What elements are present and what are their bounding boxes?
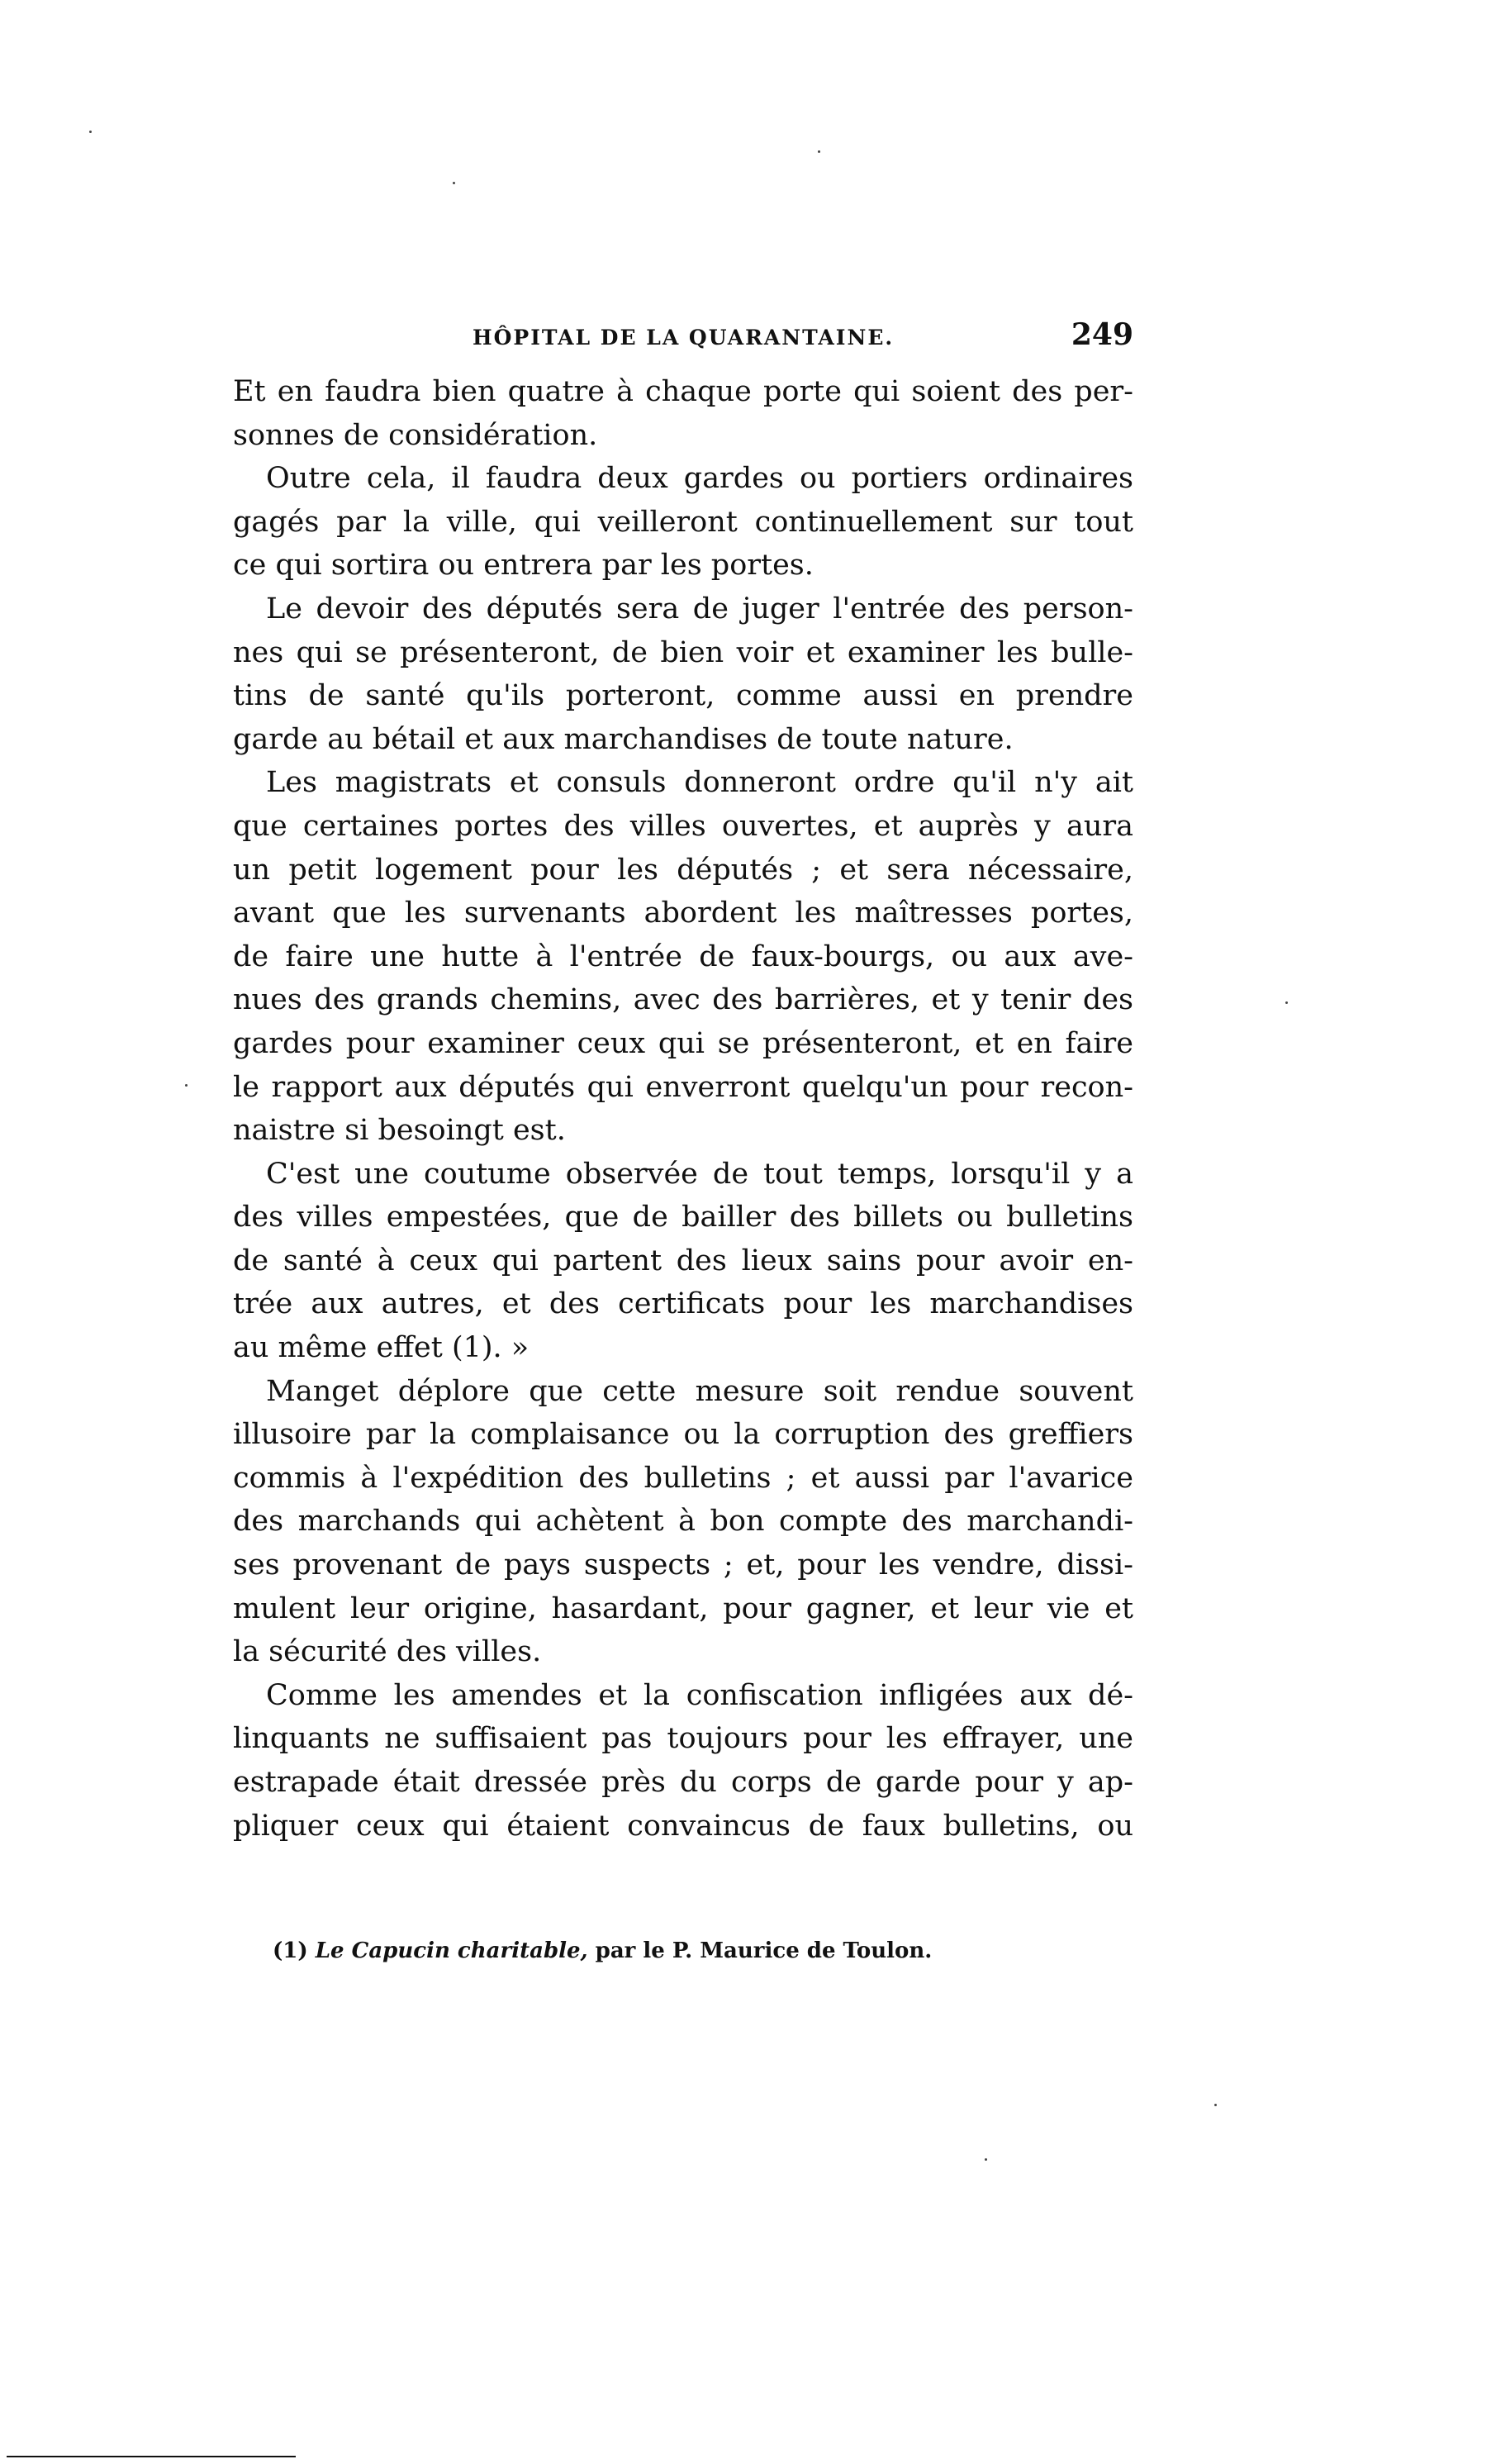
text-line: ses provenant de pays suspects ; et, pour les vendre, dissi-: [233, 1548, 1133, 1582]
text-line: des villes empestées, que de bailler des billets ou bulletins: [233, 1201, 1133, 1234]
text-line: le rapport aux députés qui enverront quelqu'un pour recon-: [233, 1070, 1133, 1104]
text-line: la sécurité des villes.: [233, 1635, 542, 1669]
body-text: [233, 370, 1133, 1848]
running-title: HÔPITAL DE LA QUARANTAINE.: [473, 326, 895, 350]
scan-speck: [89, 131, 92, 133]
scan-speck: [1285, 1001, 1288, 1004]
footnote-text: par le P. Maurice de Toulon.: [595, 1938, 933, 1963]
footnote-title: Le Capucin charitable,: [315, 1938, 588, 1963]
text-line: Comme les amendes et la confiscation infligées aux dé-: [266, 1678, 1133, 1712]
text-line: gagés par la ville, qui veilleront continuellement sur tout: [233, 505, 1133, 539]
text-line: trée aux autres, et des certificats pour les marchandises: [233, 1287, 1133, 1321]
text-line: un petit logement pour les députés ; et sera nécessaire,: [233, 853, 1133, 887]
text-line: Outre cela, il faudra deux gardes ou portiers ordinaires: [266, 462, 1133, 496]
text-line: estrapade était dressée près du corps de garde pour y ap-: [233, 1766, 1133, 1799]
text-line: ce qui sortira ou entrera par les portes.: [233, 549, 814, 583]
text-line: Manget déplore que cette mesure soit rendue souvent: [266, 1374, 1133, 1408]
text-line: au même effet (1). »: [233, 1331, 530, 1365]
text-line: Les magistrats et consuls donneront ordre qu'il n'y ait: [266, 766, 1133, 800]
text-line: Le devoir des députés sera de juger l'entrée des person-: [266, 592, 1133, 626]
text-line: que certaines portes des villes ouvertes, et auprès y aura: [233, 809, 1133, 843]
text-line: de santé à ceux qui partent des lieux sains pour avoir en-: [233, 1244, 1133, 1277]
text-line: avant que les survenants abordent les maîtresses portes,: [233, 897, 1133, 930]
footnote-marker: (1): [273, 1938, 308, 1963]
text-line: gardes pour examiner ceux qui se présenteront, et en faire: [233, 1026, 1133, 1060]
text-line: C'est une coutume observée de tout temps, lorsqu'il y a: [266, 1157, 1133, 1191]
text-line: mulent leur origine, hasardant, pour gagner, et leur vie et: [233, 1591, 1133, 1625]
text-line: nues des grands chemins, avec des barrières, et y tenir des: [233, 983, 1133, 1017]
text-line: nes qui se présenteront, de bien voir et examiner les bulle-: [233, 635, 1133, 669]
scan-speck: [818, 150, 820, 153]
running-head: [233, 317, 1133, 354]
text-line: commis à l'expédition des bulletins ; et aussi par l'avarice: [233, 1461, 1133, 1495]
text-line: illusoire par la complaisance ou la corruption des greffiers: [233, 1418, 1133, 1452]
text-line: garde au bétail et aux marchandises de toute nature.: [233, 722, 1014, 756]
text-line: naistre si besoingt est.: [233, 1114, 566, 1148]
text-line: Et en faudra bien quatre à chaque porte qui soient des per-: [233, 375, 1133, 408]
text-line: pliquer ceux qui étaient convaincus de faux bulletins, ou: [233, 1809, 1133, 1843]
scan-speck: [453, 182, 455, 184]
scan-speck: [985, 2158, 987, 2161]
page-number: 249: [1071, 317, 1133, 352]
scan-speck: [1214, 2104, 1217, 2106]
text-line: tins de santé qu'ils porteront, comme aussi en prendre: [233, 679, 1133, 713]
text-line: sonnes de considération.: [233, 418, 598, 452]
scan-edge-rule: [7, 2456, 296, 2457]
footnote: [273, 1938, 932, 1963]
text-line: linquants ne suffisaient pas toujours pour les effrayer, une: [233, 1722, 1133, 1756]
text-line: des marchands qui achètent à bon compte des marchandi-: [233, 1505, 1133, 1539]
text-line: de faire une hutte à l'entrée de faux-bourgs, ou aux ave-: [233, 939, 1133, 973]
scan-speck: [185, 1084, 188, 1087]
